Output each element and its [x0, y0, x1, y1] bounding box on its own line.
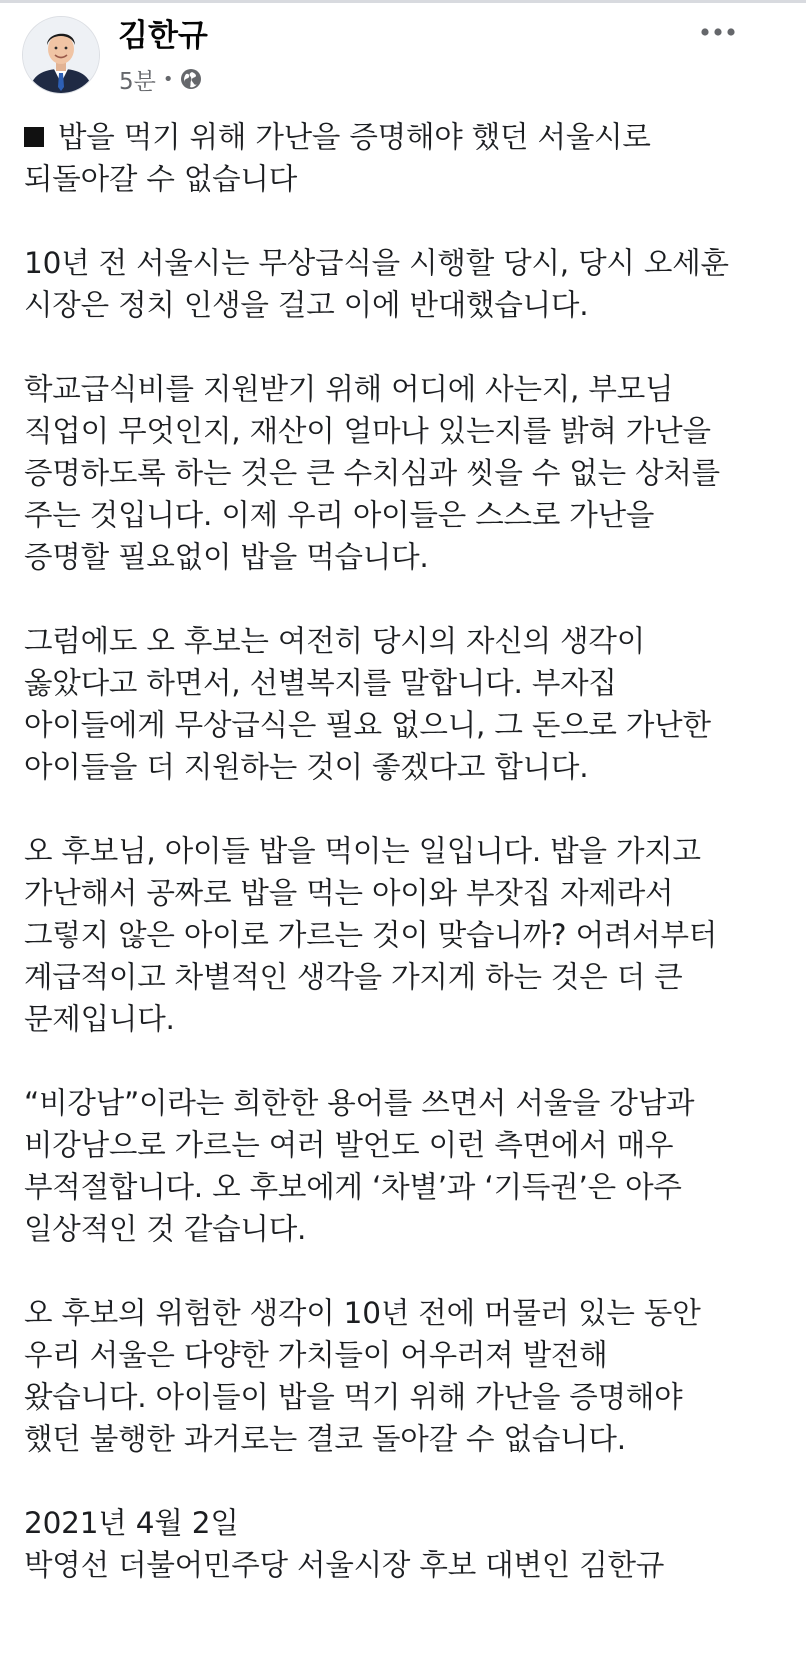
paragraph	[24, 242, 794, 326]
post-body	[24, 116, 794, 1586]
avatar[interactable]	[22, 16, 100, 94]
profile-photo	[23, 17, 99, 93]
paragraph-line: 우리 서울은 다양한 가치들이 어우러져 발전해	[24, 1338, 608, 1372]
meta-separator: •	[162, 68, 174, 90]
post-date: 2021년 4월 2일	[24, 1506, 239, 1540]
post-timestamp[interactable]: 5분	[119, 68, 156, 95]
paragraph-line: “비강남”이라는 희한한 용어를 쓰면서 서울을 강남과	[24, 1086, 695, 1120]
paragraph	[24, 830, 794, 1040]
paragraph-line: 부적절합니다. 오 후보에게 ‘차별’과 ‘기득권’은 아주	[24, 1170, 682, 1204]
paragraph-line: 그럼에도 오 후보는 여전히 당시의 자신의 생각이	[24, 624, 646, 658]
paragraph-line: 증명하도록 하는 것은 큰 수치심과 씻을 수 없는 상처를	[24, 456, 720, 490]
paragraph-line: 일상적인 것 같습니다.	[24, 1212, 307, 1246]
paragraph-line: 오 후보의 위험한 생각이 10년 전에 머물러 있는 동안	[24, 1296, 701, 1330]
headline	[24, 116, 794, 200]
paragraph-line: 증명할 필요없이 밥을 먹습니다.	[24, 540, 429, 574]
paragraph-line: 학교급식비를 지원받기 위해 어디에 사는지, 부모님	[24, 372, 674, 406]
paragraph-line: 계급적이고 차별적인 생각을 가지게 하는 것은 더 큰	[24, 960, 683, 994]
paragraph-line: 주는 것입니다. 이제 우리 아이들은 스스로 가난을	[24, 498, 655, 532]
paragraph-line: 아이들을 더 지원하는 것이 좋겠다고 합니다.	[24, 750, 589, 784]
paragraph-list	[24, 242, 794, 1586]
paragraph-line: 직업이 무엇인지, 재산이 얼마나 있는지를 밝혀 가난을	[24, 414, 711, 448]
paragraph	[24, 1292, 794, 1460]
signature-line: 박영선 더불어민주당 서울시장 후보 대변인 김한규	[24, 1548, 665, 1582]
paragraph-line: 아이들에게 무상급식은 필요 없으니, 그 돈으로 가난한	[24, 708, 711, 742]
headline-line	[24, 116, 794, 158]
globe-icon	[179, 67, 203, 91]
paragraph-line: 그렇지 않은 아이로 가르는 것이 맞습니까? 어려서부터	[24, 918, 718, 952]
post-header	[0, 0, 806, 110]
author-name[interactable]: 김한규	[118, 18, 208, 54]
paragraph-line: 시장은 정치 인생을 걸고 이에 반대했습니다.	[24, 288, 589, 322]
signature-block	[24, 1502, 794, 1586]
paragraph-line: 가난해서 공짜로 밥을 먹는 아이와 부잣집 자제라서	[24, 876, 674, 910]
headline-line: 되돌아갈 수 없습니다	[24, 162, 298, 196]
paragraph-line: 왔습니다. 아이들이 밥을 먹기 위해 가난을 증명해야	[24, 1380, 683, 1414]
more-options-icon	[700, 27, 736, 37]
paragraph-line: 했던 불행한 과거로는 결코 돌아갈 수 없습니다.	[24, 1422, 626, 1456]
paragraph	[24, 368, 794, 578]
post-meta	[119, 64, 203, 94]
square-bullet-icon	[24, 127, 44, 147]
paragraph	[24, 1082, 794, 1250]
paragraph-line: 오 후보님, 아이들 밥을 먹이는 일입니다. 밥을 가지고	[24, 834, 701, 868]
paragraph-line: 비강남으로 가르는 여러 발언도 이런 측면에서 매우	[24, 1128, 674, 1162]
paragraph	[24, 620, 794, 788]
paragraph-line: 문제입니다.	[24, 1002, 175, 1036]
paragraph-line: 옳았다고 하면서, 선별복지를 말합니다. 부자집	[24, 666, 617, 700]
paragraph-line: 10년 전 서울시는 무상급식을 시행할 당시, 당시 오세훈	[24, 246, 729, 280]
headline-text: 밥을 먹기 위해 가난을 증명해야 했던 서울시로	[58, 120, 651, 154]
more-options-button[interactable]	[690, 14, 746, 50]
